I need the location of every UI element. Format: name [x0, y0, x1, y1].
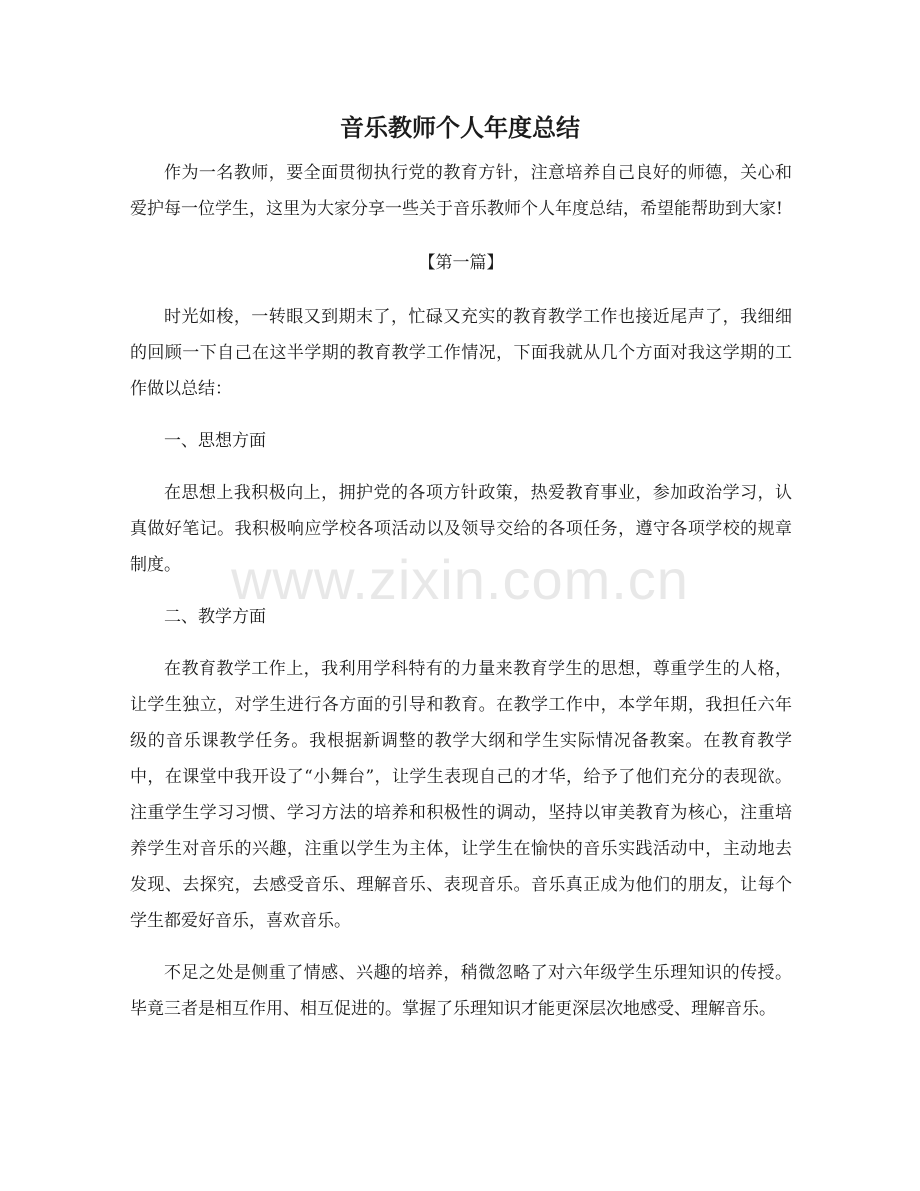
teaching-paragraph: 在教育教学工作上，我利用学科特有的力量来教育学生的思想，尊重学生的人格，让学生独立，对学生进行各方面的引导和教育。在教学工作中，本学年期，我担任六年级的音乐课教学任务。我根据新调整的教学大纲和学生实际情况备教案。在教育教学中，在课堂中我开设了“小舞台”，让学生表现自己的才华，给予了他们充分的表现欲。注重学生学习习惯、学习方法的培养和积极性的调动，坚持以审美教育为核心，注重培养学生对音乐的兴趣，注重以学生为主体，让学生在愉快的音乐实践活动中，主动地去发现、去探究，去感受音乐、理解音乐、表现音乐。音乐真正成为他们的朋友，让每个学生都爱好音乐，喜欢音乐。 — [130, 659, 792, 931]
document-title: 音乐教师个人年度总结 — [340, 113, 580, 142]
section-label: 【第一篇】 — [418, 253, 504, 273]
shortcoming-paragraph: 不足之处是侧重了情感、兴趣的培养，稍微忽略了对六年级学生乐理知识的传授。毕竟三者是相互作用、相互促进的。掌握了乐理知识才能更深层次地感受、理解音乐。 — [130, 963, 792, 1019]
heading-teaching: 二、教学方面 — [164, 607, 266, 627]
heading-thought: 一、思想方面 — [164, 431, 266, 451]
document-body — [130, 155, 792, 1027]
watermark-text: www.zixin.com.cn — [231, 548, 689, 611]
intro-paragraph: 作为一名教师，要全面贯彻执行党的教育方针，注意培养自己良好的师德，关心和爱护每一位学生，这里为大家分享一些关于音乐教师个人年度总结，希望能帮助到大家! — [130, 163, 792, 219]
opening-paragraph: 时光如梭，一转眼又到期末了，忙碌又充实的教育教学工作也接近尾声了，我细细的回顾一下自己在这半学期的教育教学工作情况，下面我就从几个方面对我这学期的工作做以总结： — [130, 307, 792, 399]
thought-paragraph: 在思想上我积极向上，拥护党的各项方针政策，热爱教育事业，参加政治学习，认真做好笔记。我积极响应学校各项活动以及领导交给的各项任务，遵守各项学校的规章制度。 — [130, 483, 792, 575]
